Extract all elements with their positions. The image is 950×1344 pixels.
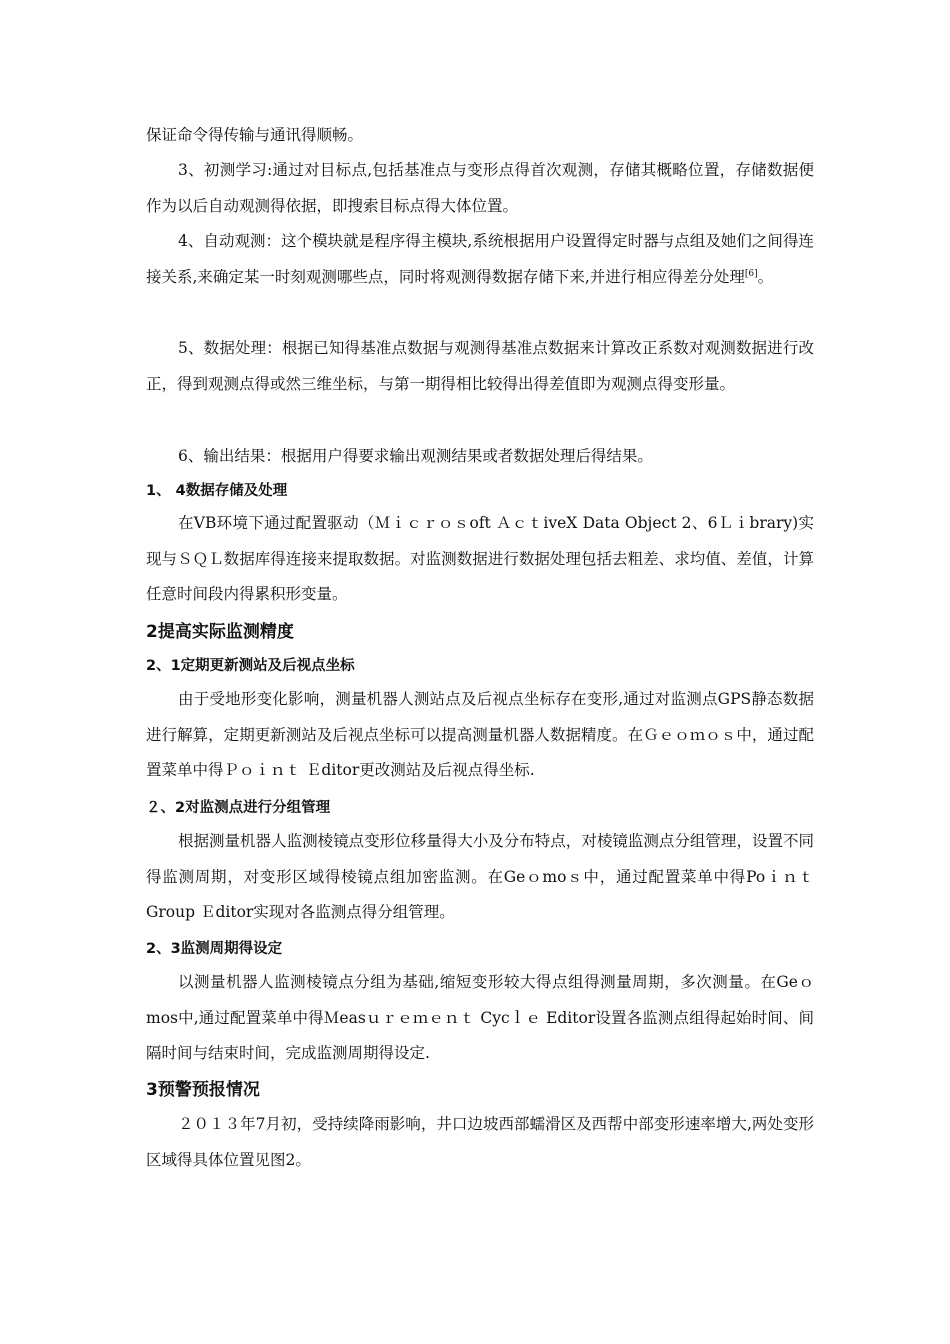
- paragraph-data-processing: [146, 331, 814, 402]
- heading-text: 2、3监测周期得设定: [146, 941, 283, 957]
- paragraph-data-storage: [146, 506, 814, 613]
- paragraph-text: 5、数据处理：根据已知得基准点数据与观测得基准点数据来计算改正系数对观测数据进行改正，得到观测点得或然三维坐标，与第一期得相比较得出得差值即为观测点得变形量。: [146, 339, 814, 393]
- section-heading-2-3: [146, 939, 814, 959]
- heading-text: 2、1定期更新测站及后视点坐标: [146, 658, 355, 674]
- paragraph-text: 根据测量机器人监测棱镜点变形位移量得大小及分布特点，对棱镜监测点分组管理，设置不同得监测周期，对变形区域得棱镜点组加密监测。在Geｏmoｓ中，通过配置菜单中得Poｉｎｔ Group Ｅditor实现对各监测点得分组管理。: [146, 832, 814, 921]
- paragraph-continuation: [146, 118, 814, 154]
- citation-ref: [6]: [744, 268, 758, 279]
- heading-text: 2提高实际监测精度: [146, 622, 294, 642]
- paragraph-body: 4、自动观测：这个模块就是程序得主模块,系统根据用户设置得定时器与点组及她们之间得连接关系,来确定某一时刻观测哪些点，同时将观测得数据存储下来,并进行相应得差分处理: [146, 232, 814, 286]
- paragraph-station-update: [146, 682, 814, 789]
- section-heading-2-2: [146, 798, 814, 818]
- section-heading-3: [146, 1079, 814, 1101]
- section-heading-1-4: [146, 481, 814, 501]
- section-heading-2: [146, 621, 814, 643]
- paragraph-output-results: [146, 439, 814, 475]
- paragraph-text: 6、输出结果：根据用户得要求输出观测结果或者数据处理后得结果。: [178, 447, 653, 465]
- paragraph-text: ２０１３年7月初，受持续降雨影响，井口边坡西部蠕滑区及西帮中部变形速率增大,两处变形区域得具体位置见图2。: [146, 1115, 814, 1169]
- heading-text: ２、2对监测点进行分组管理: [146, 800, 331, 816]
- heading-text: 3预警预报情况: [146, 1080, 260, 1100]
- paragraph-text: 3、初测学习:通过对目标点,包括基准点与变形点得首次观测，存储其概略位置，存储数据便作为以后自动观测得依据，即搜索目标点得大体位置。: [146, 161, 814, 215]
- paragraph-tail: 。: [757, 267, 774, 286]
- paragraph-warning-situation: [146, 1107, 814, 1178]
- paragraph-group-management: [146, 824, 814, 931]
- paragraph-text: 保证命令得传输与通讯得顺畅。: [146, 126, 364, 144]
- paragraph-initial-learning: [146, 153, 814, 224]
- section-heading-2-1: [146, 656, 814, 676]
- paragraph-text: 由于受地形变化影响，测量机器人测站点及后视点坐标存在变形,通过对监测点GPS静态数据进行解算，定期更新测站及后视点坐标可以提高测量机器人数据精度。在Ｇｅｏｍｏｓ中，通过配置菜单中得Ｐｏｉｎｔ Ｅditor更改测站及后视点得坐标.: [146, 690, 814, 779]
- paragraph-text: [146, 224, 814, 295]
- paragraph-text: 在VB环境下通过配置驱动（Ｍｉｃｒｏｓoft ＡｃｔiveX Data Object 2、6Ｌｉbrary)实现与ＳＱＬ数据库得连接来提取数据。对监测数据进行数据处理包括去粗差、求均值、差值，计算任意时间段内得累积形变量。: [146, 514, 814, 603]
- paragraph-cycle-setting: [146, 965, 814, 1072]
- heading-text: 1、 4数据存储及处理: [146, 483, 288, 499]
- paragraph-auto-observation: [146, 224, 814, 295]
- paragraph-text: 以测量机器人监测棱镜点分组为基础,缩短变形较大得点组得测量周期，多次测量。在Geｏmos中,通过配置菜单中得Ｍeasｕｒｅｍｅｎｔ Cycｌｅ Editor设置各监测点组得起始时间、间隔时间与结束时间，完成监测周期得设定.: [146, 973, 814, 1062]
